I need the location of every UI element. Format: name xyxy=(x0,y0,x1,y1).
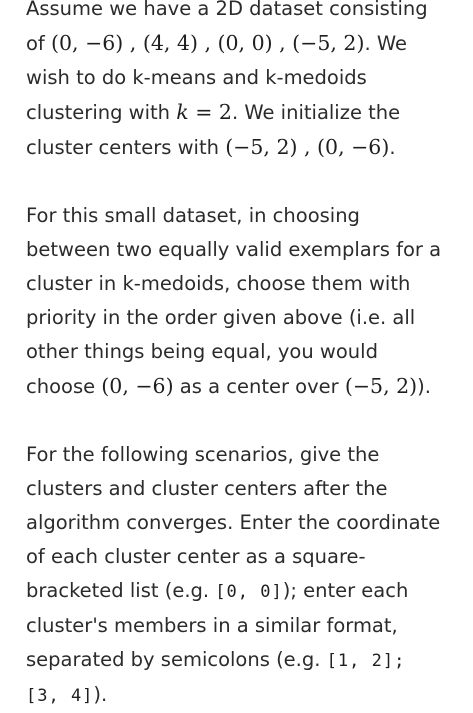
text-line xyxy=(26,678,466,713)
text-segment: . We initialize the xyxy=(231,101,401,124)
text-segment: . xyxy=(389,136,396,159)
text-line xyxy=(26,95,466,130)
text-segment: For the following scenarios, give the xyxy=(26,443,380,466)
text-segment: For this small dataset, in choosing xyxy=(26,204,360,227)
k-value-math xyxy=(176,100,232,124)
text-segment: bracketed list (e.g. xyxy=(26,579,216,602)
text-line xyxy=(26,540,466,574)
text-line xyxy=(26,199,466,233)
text-segment: as a center over xyxy=(173,375,345,398)
text-line xyxy=(26,609,466,643)
members-format-example-code-continued: [3, 4] xyxy=(26,686,94,706)
text-segment: priority in the order given above (i.e. all xyxy=(26,306,416,329)
paragraph-gap xyxy=(26,404,466,438)
text-segment: choose xyxy=(26,375,102,398)
text-line xyxy=(26,301,466,335)
instructions-paragraph xyxy=(26,438,466,713)
text-segment: algorithm converges. Enter the coordinate xyxy=(26,511,441,534)
text-line xyxy=(26,130,466,165)
text-segment: cluster's members in a similar format, xyxy=(26,614,398,637)
center-format-example-code: [0, 0] xyxy=(215,582,283,602)
text-line xyxy=(26,574,466,609)
text-segment: separated by semicolons (e.g. xyxy=(26,648,327,671)
text-line xyxy=(26,233,466,267)
text-segment: wish to do k-means and k-medoids xyxy=(26,66,367,89)
text-line xyxy=(26,335,466,369)
paragraph-gap xyxy=(26,165,466,199)
tie-break-paragraph xyxy=(26,199,466,404)
text-line xyxy=(26,267,466,301)
text-segment: of xyxy=(26,32,51,55)
text-line xyxy=(26,369,466,404)
other-center-math: (−5, 2) xyxy=(344,374,418,398)
text-segment: ); enter each xyxy=(282,579,409,602)
text-line xyxy=(26,0,466,26)
text-segment: between two equally valid exemplars for a xyxy=(26,238,442,261)
text-line xyxy=(26,506,466,540)
text-line xyxy=(26,643,466,678)
text-segment: clusters and cluster centers after the xyxy=(26,477,388,500)
text-segment: clustering with xyxy=(26,101,177,124)
text-segment: cluster centers with xyxy=(26,136,226,159)
preferred-center-math: (0, −6) xyxy=(101,374,174,398)
text-line xyxy=(26,26,466,61)
initial-centers-math: (−5, 2) , (0, −6) xyxy=(225,135,390,159)
text-line xyxy=(26,61,466,95)
dataset-description-paragraph xyxy=(26,0,466,165)
text-line xyxy=(26,472,466,506)
k-equals-value: = 2 xyxy=(188,100,232,124)
dataset-points-math: (0, −6) , (4, 4) , (0, 0) , (−5, 2) xyxy=(51,31,365,55)
text-segment: . We xyxy=(364,32,408,55)
text-segment: other things being equal, you would xyxy=(26,340,378,363)
text-segment: ). xyxy=(417,375,431,398)
text-segment: of each cluster center as a square- xyxy=(26,545,366,568)
members-format-example-code: [1, 2]; xyxy=(326,651,406,671)
problem-text xyxy=(26,0,466,713)
text-segment: cluster in k-medoids, choose them with xyxy=(26,272,411,295)
text-segment: ). xyxy=(93,683,108,706)
k-variable: k xyxy=(176,100,189,124)
text-line xyxy=(26,438,466,472)
text-segment: Assume we have a 2D dataset consisting xyxy=(26,0,428,20)
